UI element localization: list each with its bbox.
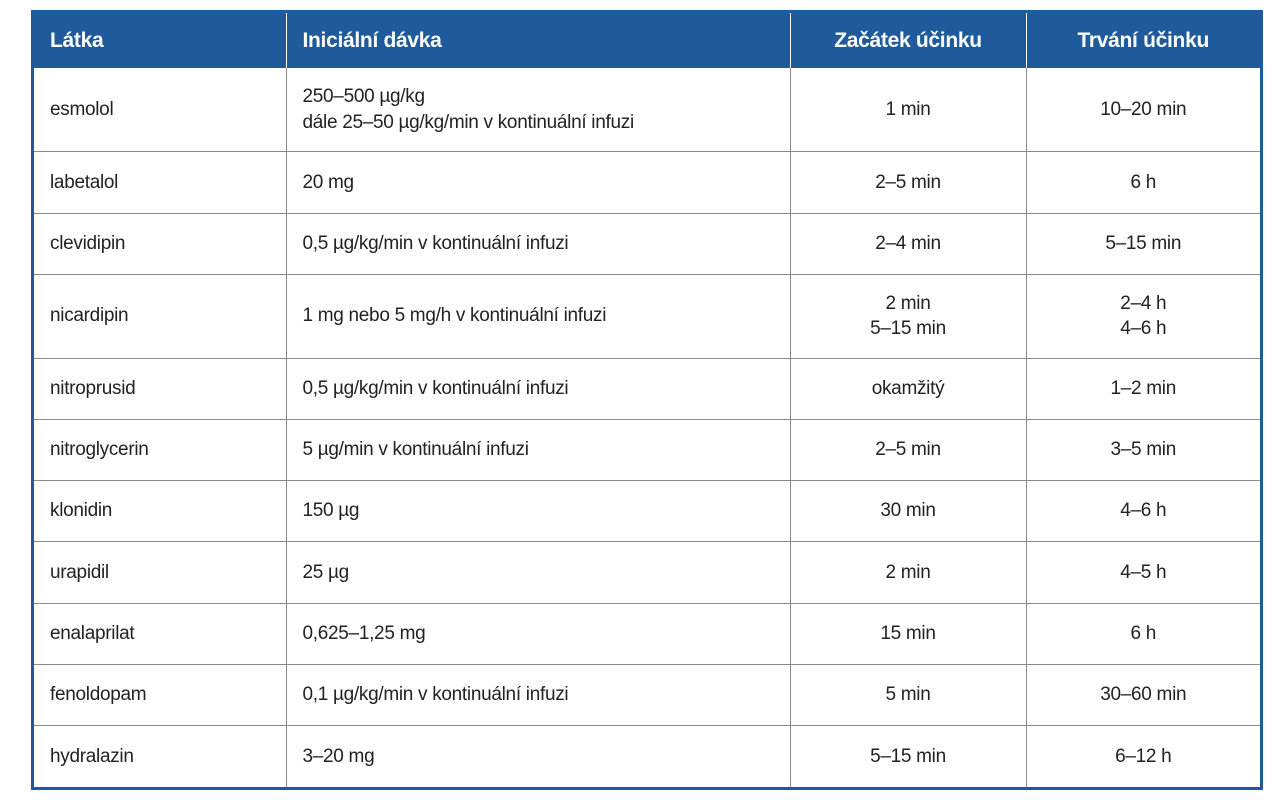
cell-onset [790,542,1026,603]
cell-onset [790,358,1026,419]
cell-initial-dose [286,358,790,419]
cell-initial-dose-line: 0,625–1,25 mg [302,622,426,644]
cell-initial-dose [286,68,790,152]
cell-onset-line: okamžitý [871,377,945,399]
cell-initial-dose [286,152,790,213]
cell-onset-line: 2–4 min [875,232,941,254]
table-row [34,274,1260,358]
cell-initial-dose-line: 3–20 mg [302,745,375,767]
cell-onset [790,603,1026,664]
drug-dosage-table [31,10,1263,790]
table-header [34,13,1260,68]
cell-duration-line: 3–5 min [1110,439,1176,461]
cell-duration [1026,419,1260,480]
cell-duration [1026,274,1260,358]
cell-duration-line: 5–15 min [1105,232,1182,254]
cell-initial-dose [286,213,790,274]
cell-duration [1026,481,1260,542]
cell-duration-line: 6 h [1130,171,1156,193]
cell-onset-line: 5 min [885,684,931,706]
cell-onset [790,481,1026,542]
cell-initial-dose-line: 150 µg [302,500,360,522]
cell-onset [790,152,1026,213]
cell-duration [1026,664,1260,725]
cell-duration-line: 6 h [1130,622,1156,644]
cell-onset-line: 2–5 min [875,439,941,461]
cell-substance: nitroprusid [34,358,286,419]
cell-initial-dose-line: 0,5 µg/kg/min v kontinuální infuzi [302,377,569,399]
cell-duration [1026,68,1260,152]
cell-duration [1026,152,1260,213]
cell-duration-line: 4–5 h [1120,561,1167,583]
cell-onset [790,664,1026,725]
cell-duration [1026,603,1260,664]
cell-duration-line: 10–20 min [1100,98,1187,120]
table-row [34,152,1260,213]
cell-onset-line: 5–15 min [870,318,946,340]
cell-initial-dose [286,664,790,725]
cell-substance: esmolol [34,68,286,152]
table-row [34,358,1260,419]
cell-duration [1026,358,1260,419]
cell-initial-dose [286,419,790,480]
table-row [34,213,1260,274]
cell-initial-dose-line: dále 25–50 µg/kg/min v kontinuální infuzi [302,111,634,133]
cell-onset [790,213,1026,274]
cell-duration [1026,542,1260,603]
cell-onset-line: 1 min [885,98,931,120]
cell-initial-dose [286,274,790,358]
cell-initial-dose-line: 5 µg/min v kontinuální infuzi [302,439,529,461]
table-body [34,68,1260,787]
cell-onset [790,274,1026,358]
cell-onset-line: 2 min [885,561,931,583]
table-row [34,664,1260,725]
cell-duration-line: 1–2 min [1110,377,1176,399]
cell-substance: nicardipin [34,274,286,358]
header-duration: Trvání účinku [1026,13,1260,68]
table-row [34,481,1260,542]
table-row [34,726,1260,787]
cell-initial-dose-line: 250–500 µg/kg [302,86,425,108]
cell-substance: clevidipin [34,213,286,274]
table-row [34,419,1260,480]
cell-duration [1026,213,1260,274]
header-row [34,13,1260,68]
cell-duration-line: 4–6 h [1120,500,1167,522]
cell-initial-dose-line: 25 µg [302,561,349,583]
cell-onset-line: 2 min [885,292,931,314]
cell-substance: labetalol [34,152,286,213]
cell-onset-line: 5–15 min [870,745,946,767]
cell-onset-line: 15 min [880,622,936,644]
table-row [34,603,1260,664]
header-initial-dose: Iniciální dávka [286,13,790,68]
cell-substance: enalaprilat [34,603,286,664]
cell-initial-dose [286,481,790,542]
cell-initial-dose-line: 20 mg [302,171,354,193]
cell-initial-dose-line: 0,5 µg/kg/min v kontinuální infuzi [302,232,569,254]
cell-substance: nitroglycerin [34,419,286,480]
dosage-table [34,13,1260,787]
cell-duration-line: 6–12 h [1115,745,1172,767]
cell-initial-dose [286,726,790,787]
cell-initial-dose-line: 0,1 µg/kg/min v kontinuální infuzi [302,684,569,706]
table-row [34,542,1260,603]
table-row [34,68,1260,152]
header-substance: Látka [34,13,286,68]
cell-onset-line: 30 min [880,500,936,522]
cell-onset-line: 2–5 min [875,171,941,193]
cell-initial-dose [286,603,790,664]
cell-initial-dose-line: 1 mg nebo 5 mg/h v kontinuální infuzi [302,305,607,327]
cell-substance: urapidil [34,542,286,603]
cell-duration-line: 30–60 min [1100,684,1187,706]
cell-onset [790,726,1026,787]
cell-substance: hydralazin [34,726,286,787]
cell-substance: klonidin [34,481,286,542]
cell-onset [790,68,1026,152]
header-onset: Začátek účinku [790,13,1026,68]
cell-substance: fenoldopam [34,664,286,725]
cell-duration-line: 2–4 h [1120,292,1167,314]
cell-onset [790,419,1026,480]
cell-initial-dose [286,542,790,603]
cell-duration [1026,726,1260,787]
cell-duration-line: 4–6 h [1120,318,1167,340]
